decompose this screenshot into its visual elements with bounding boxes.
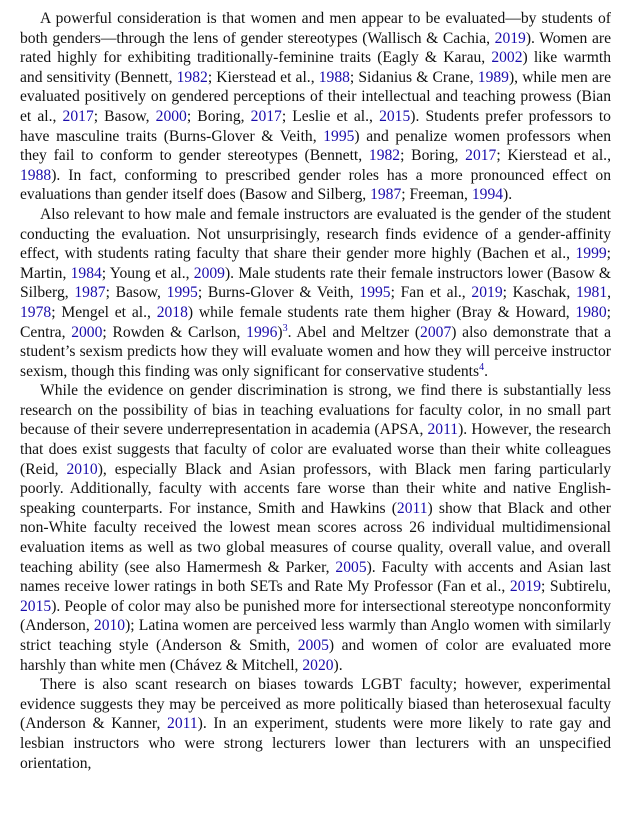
body-text: ). In fact, conforming to prescribed gender roles has a more pronounced effect on evaluations than gender itself does (Basow and Silberg,: [20, 166, 611, 204]
body-text: ,: [607, 284, 612, 302]
citation-link[interactable]: 1980: [575, 303, 607, 321]
body-text: ); Latina women are perceived less warmly than Anglo women with similarly strict teaching style (Anderson & Smith,: [20, 617, 612, 654]
paragraph-faculty-of-color: [20, 381, 611, 675]
body-text: ) show that Black and other non-White faculty received the lowest mean scores across 26 individual multidimensional evaluation items as well as two global measures of course quality, overall value, and overall teaching ability (see also Hamermesh & Parker,: [20, 499, 611, 576]
body-text: ). Faculty with accents and Asian last names receive lower ratings in both SETs and Rate My Professor (Fan et al.,: [20, 558, 611, 596]
body-text: ; Subtirelu,: [541, 578, 612, 596]
body-text: ): [277, 323, 283, 341]
body-text: ) and penalize women professors when they fail to conform to gender stereotypes (Bennett,: [20, 127, 612, 165]
body-text: A powerful consideration is that women and men appear to be evaluated—by students of both genders—through the lens of gender stereotypes (Wallisch & Cachia,: [20, 10, 611, 47]
citation-link[interactable]: 2017: [465, 147, 497, 165]
body-text: ). Male students rate their female instructors lower (Basow & Silberg,: [20, 264, 611, 302]
citation-link[interactable]: 2011: [167, 715, 198, 733]
citation-link[interactable]: 2011: [396, 499, 428, 517]
body-text: ) while female students rate them higher (Bray & Howard,: [187, 303, 576, 321]
citation-link[interactable]: 1989: [477, 68, 509, 86]
body-text: ; Burns-Glover & Veith,: [197, 284, 360, 302]
citation-link[interactable]: 2000: [155, 107, 187, 125]
body-text: ; Kierstead et al.,: [207, 68, 319, 86]
paragraph-gender-affinity: [20, 205, 611, 381]
body-text: ). However, the research that does exist suggests that faculty of color are evaluated worse than their white colleagues (Reid,: [20, 421, 611, 478]
body-text: ). People of color may also be punished more for intersectional stereotype nonconformity (Anderson,: [20, 597, 611, 635]
body-text: ; Freeman,: [401, 186, 472, 204]
body-text: ; Sidanius & Crane,: [349, 68, 478, 86]
citation-link[interactable]: 2007: [420, 323, 452, 341]
body-text: ; Centra,: [20, 303, 611, 341]
footnote-marker[interactable]: 3: [282, 322, 288, 334]
citation-link[interactable]: 2017: [250, 107, 282, 125]
citation-link[interactable]: 2019: [494, 29, 526, 47]
body-text: ), while men are evaluated positively on gendered perceptions of their intellectual and teaching prowess (Bian et al.,: [20, 68, 611, 125]
body-text: ; Martin,: [20, 245, 611, 282]
body-text: ; Basow,: [93, 107, 156, 125]
body-text: ; Rowden & Carlson,: [102, 323, 247, 341]
citation-link[interactable]: 2002: [491, 49, 523, 67]
citation-link[interactable]: 1996: [246, 323, 278, 341]
body-text: ) and women of color are evaluated more harshly than white men (Chávez & Mitchell,: [20, 637, 611, 674]
citation-link[interactable]: 1988: [318, 68, 350, 86]
body-text: ). In an experiment, students were more likely to rate gay and lesbian instructors who were strong lecturers lower than lecturers with an unspecified orientation,: [20, 715, 611, 772]
body-text: There is also scant research on biases towards LGBT faculty; however, experimental evidence suggests they may be perceived as more politically biased than heterosexual faculty (Anderson & Kanner,: [20, 676, 611, 733]
body-text: ; Boring,: [400, 147, 466, 165]
body-text: ; Kaschak,: [502, 284, 576, 302]
body-text: . Abel and Meltzer (: [287, 323, 421, 341]
paragraph-gender-stereotypes: [20, 9, 611, 205]
citation-link[interactable]: 2017: [62, 107, 94, 125]
body-text: ; Basow,: [105, 284, 167, 302]
citation-link[interactable]: 2015: [20, 597, 52, 615]
body-text: ). Women are rated highly for exhibiting traditionally-feminine traits (Eagly & Karau,: [20, 29, 611, 67]
body-text: ) also demonstrate that a student’s sexism predicts how they will evaluate women and how they will perceive instructor sexism, though this finding was only significant for conservative students: [20, 323, 611, 380]
citation-link[interactable]: 2015: [379, 107, 411, 125]
body-text: ; Leslie et al.,: [281, 107, 380, 125]
citation-link[interactable]: 2019: [509, 578, 542, 596]
citation-link[interactable]: 1981: [575, 284, 608, 302]
citation-link[interactable]: 1994: [471, 186, 504, 204]
citation-link[interactable]: 2009: [193, 264, 225, 282]
body-text: .: [484, 362, 488, 380]
citation-link[interactable]: 1995: [166, 284, 198, 302]
body-text: ; Young et al.,: [101, 264, 194, 282]
citation-link[interactable]: 1999: [575, 245, 607, 263]
citation-link[interactable]: 2011: [427, 421, 459, 439]
citation-link[interactable]: 2000: [71, 323, 103, 341]
citation-link[interactable]: 1995: [359, 284, 391, 302]
body-text: ). Students prefer professors to have masculine traits (Burns-Glover & Veith,: [20, 107, 611, 145]
citation-link[interactable]: 2010: [66, 460, 98, 478]
body-text: ; Kierstead et al.,: [496, 147, 611, 165]
body-text: ; Mengel et al.,: [51, 303, 157, 321]
citation-link[interactable]: 2020: [302, 656, 334, 674]
citation-link[interactable]: 2019: [471, 284, 503, 302]
body-text: ) like warmth and sensitivity (Bennett,: [20, 49, 611, 86]
body-text: ), especially Black and Asian professors, with Black men faring particularly poorly. Additionally, faculty with accents fare worse than their white and native English-speaking counterparts. For instance, Smith and Hawkins (: [20, 460, 611, 517]
citation-link[interactable]: 1982: [368, 147, 401, 165]
body-text: ).: [333, 656, 343, 674]
citation-link[interactable]: 2005: [297, 637, 329, 654]
citation-link[interactable]: 1987: [370, 186, 402, 204]
citation-link[interactable]: 1984: [70, 264, 102, 282]
citation-link[interactable]: 1982: [176, 68, 208, 86]
citation-link[interactable]: 1978: [20, 303, 52, 321]
citation-link[interactable]: 1988: [20, 166, 52, 184]
citation-link[interactable]: 2010: [93, 617, 126, 635]
citation-link[interactable]: 2018: [156, 303, 188, 321]
body-text: While the evidence on gender discrimination is strong, we find there is substantially less research on the possibility of bias in teaching evaluations for faculty color, in no small part because of their severe underrepresentation in academia (APSA,: [20, 382, 611, 439]
body-text: ).: [503, 186, 513, 204]
body-text: ; Boring,: [186, 107, 251, 125]
body-text: Also relevant to how male and female instructors are evaluated is the gender of the student conducting the evaluation. Not unsurprisingly, research finds evidence of a gender-affinity effect, with students rating faculty that share their gender more highly (Bachen et al.,: [20, 205, 611, 263]
citation-link[interactable]: 2005: [335, 558, 367, 576]
body-text: ; Fan et al.,: [390, 284, 472, 302]
citation-link[interactable]: 1995: [323, 127, 355, 145]
citation-link[interactable]: 1987: [74, 284, 106, 302]
paragraph-lgbt-faculty: [20, 675, 611, 773]
footnote-marker[interactable]: 4: [479, 361, 485, 373]
